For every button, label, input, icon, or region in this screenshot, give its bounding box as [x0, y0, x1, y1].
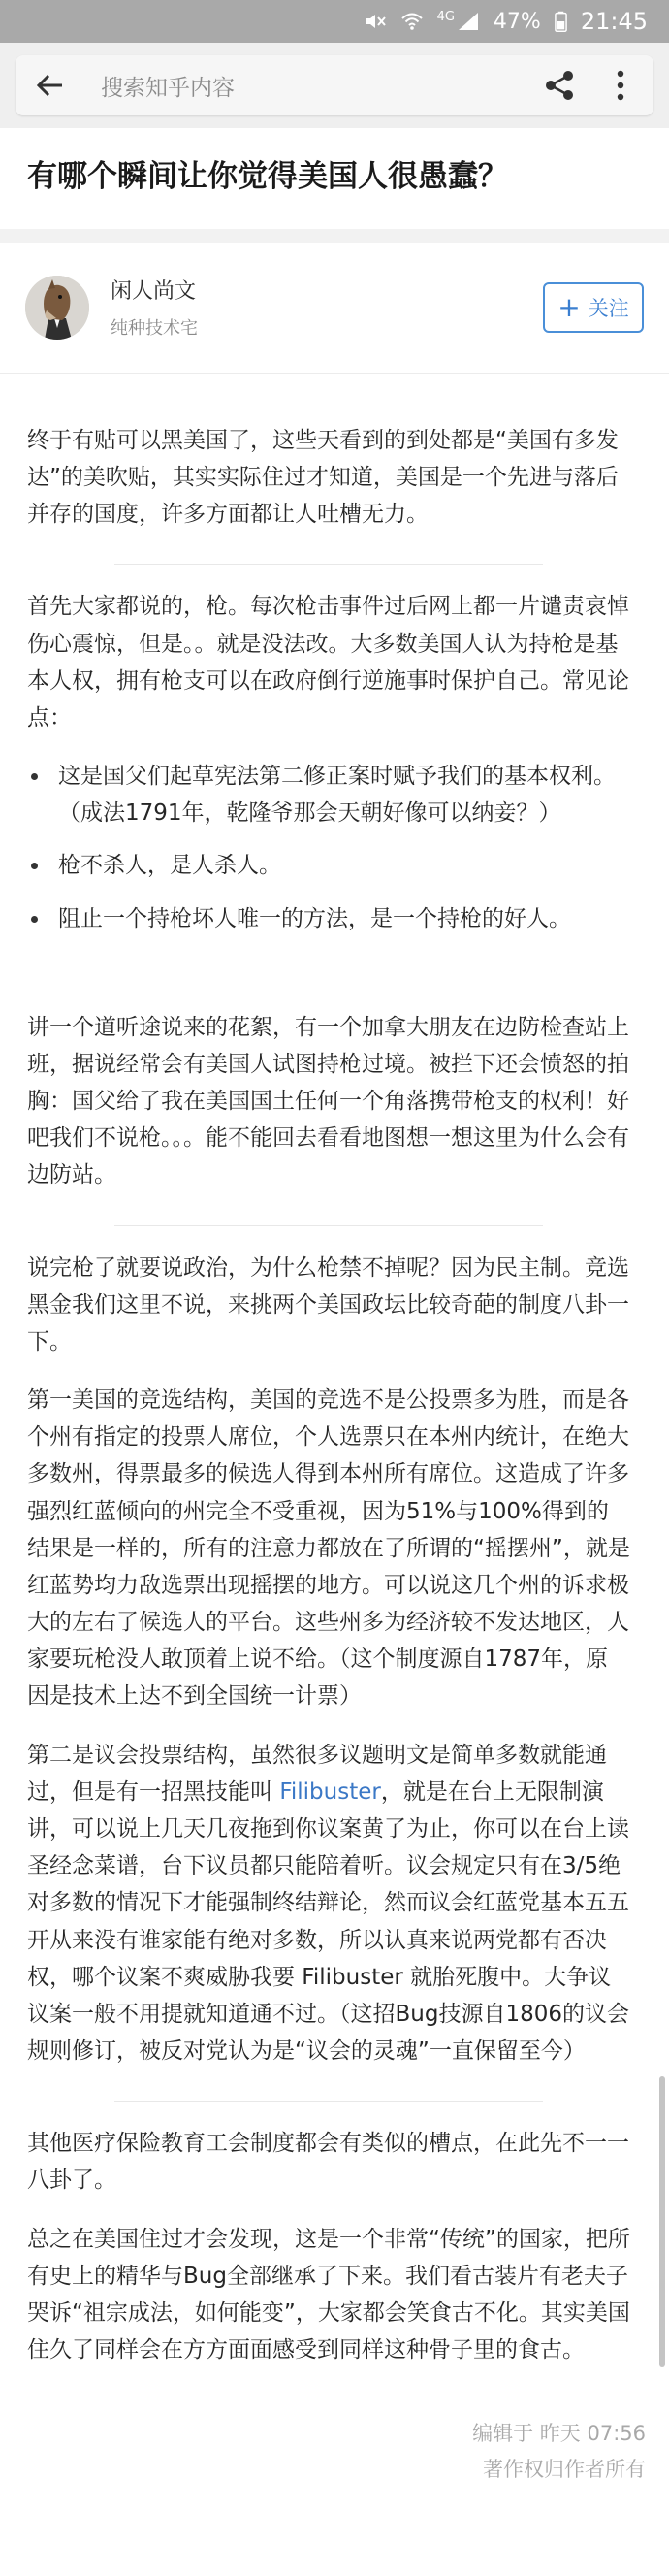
divider	[114, 564, 543, 565]
answer-paragraph: 讲一个道听途说来的花絮，有一个加拿大朋友在边防检查站上班，据说经常会有美国人试图持枪过境。被拦下还会愤怒的拍胸：国父给了我在美国国土任何一个角落携带枪支的权利！好吧我们不说枪。。。能不能回去看看地图想一想这里为什么会有边防站。	[27, 1014, 629, 1189]
filibuster-link[interactable]: Filibuster	[279, 1778, 381, 1805]
bullet-list	[27, 758, 630, 937]
plus-icon: +	[558, 290, 581, 323]
answer-paragraph: 说完枪了就要说政治，为什么枪禁不掉呢？因为民主制。竞选黑金我们这里不说，来挑两个美国政坛比较奇葩的制度八卦一下。	[27, 1255, 629, 1354]
follow-button[interactable]	[543, 282, 644, 333]
answer-paragraph	[27, 1737, 630, 2080]
wifi-icon	[400, 12, 424, 31]
list-item: 阻止一个持枪坏人唯一的方法，是一个持枪的好人。	[27, 900, 630, 937]
answer-paragraph: 总之在美国住过才会发现，这是一个非常“传统”的国家，把所有史上的精华与Bug全部继承了下来。我们看古装片有老夫子哭诉“祖宗成法，如何能变”，大家都会笑食古不化。其实美国住久了同样会在方方面面感受到同样这种骨子里的食古。	[27, 2226, 630, 2364]
divider	[114, 2101, 543, 2102]
top-bar	[0, 43, 669, 128]
divider	[114, 1225, 543, 1226]
more-vertical-icon[interactable]	[615, 69, 626, 102]
status-bar	[0, 0, 669, 43]
answer-content	[0, 374, 669, 2368]
clock: 21:45	[580, 8, 648, 35]
answer-paragraph: 首先大家都说的，枪。每次枪击事件过后网上都一片谴责哀悼伤心震惊，但是。。就是没法改。大多数美国人认为持枪是基本人权，拥有枪支可以在政府倒行逆施事时保护自己。常见论点：	[27, 594, 629, 731]
question-title[interactable]: 有哪个瞬间让你觉得美国人很愚蠢？	[0, 128, 669, 243]
avatar[interactable]	[25, 276, 89, 340]
edited-time: 编辑于 昨天 07:56	[472, 2422, 646, 2445]
battery-icon	[555, 11, 567, 32]
spacer	[27, 966, 630, 1009]
author-name[interactable]: 闲人尚文	[111, 279, 197, 305]
mute-icon	[364, 12, 387, 31]
answer-footer	[472, 2416, 646, 2488]
paragraph-text: 第二是议会投票结构，虽然很多议题明文是简单多数就能通过，但是有一招黑技能叫	[27, 1742, 607, 1805]
back-arrow-icon[interactable]	[33, 68, 68, 103]
network-type: 4G	[436, 9, 455, 24]
follow-label: 关注	[588, 296, 629, 320]
list-item: 枪不杀人，是人杀人。	[27, 847, 630, 884]
horse-avatar-icon	[25, 276, 89, 340]
answer-paragraph: 终于有贴可以黑美国了，这些天看到的到处都是“美国有多发达”的美吹贴，其实实际住过才知道，美国是一个先进与落后并存的国度，许多方面都让人吐槽无力。	[27, 427, 619, 528]
signal-icon	[457, 12, 480, 31]
author-bio: 纯种技术宅	[111, 318, 198, 340]
search-input[interactable]: 搜索知乎内容	[101, 75, 235, 101]
search-bar[interactable]	[16, 55, 653, 115]
share-icon[interactable]	[543, 69, 576, 102]
paragraph-text: ，就是在台上无限制演讲，可以说上几天几夜拖到你议案黄了为止，你可以在台上读圣经念菜谱，台下议员都只能陪着听。议会规定只有在3/5绝对多数的情况下才能强制终结辩论，然而议会红蓝党基本五五开从来没有谁家能有绝对多数，所以认真来说两党都有否决权，哪个议案不爽威胁我要 Filibuster 就胎死腹中。大争议议案一般不用提就知道通不过。（这招Bug技源自1806的议会规则修订，被反对党认为是“议会的灵魂”一直保留至今）	[27, 1778, 629, 2065]
answer-paragraph: 其他医疗保险教育工会制度都会有类似的槽点，在此先不一一八卦了。	[27, 2131, 629, 2194]
list-item: 这是国父们起草宪法第二修正案时赋予我们的基本权利。（成法1791年，乾隆爷那会天朝好像可以纳妾？）	[27, 758, 630, 831]
author-info	[111, 275, 543, 340]
copyright-notice: 著作权归作者所有	[483, 2457, 646, 2481]
answer-paragraph: 第一美国的竞选结构，美国的竞选不是公投票多为胜，而是各个州有指定的投票人席位，个人选票只在本州内统计，在绝大多数州，得票最多的候选人得到本州所有席位。这造成了许多强烈红蓝倾向的州完全不受重视，因为51%与100%得到的结果是一样的，所有的注意力都放在了所谓的“摇摆州”，就是红蓝势均力敌选票出现摇摆的地方。可以说这几个州的诉求极大的左右了候选人的平台。这些州多为经济较不发达地区，人家要玩枪没人敢顶着上说不给。（这个制度源自1787年，原因是技术上达不到全国统一计票）	[27, 1387, 630, 1710]
battery-percent: 47%	[493, 9, 541, 34]
author-card	[0, 243, 669, 374]
scrollbar[interactable]	[659, 2076, 665, 2367]
